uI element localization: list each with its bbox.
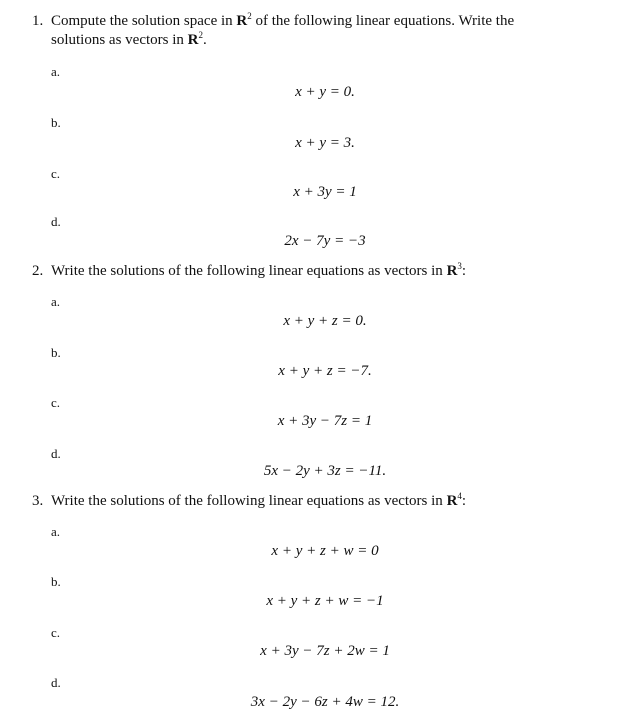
problem-2-statement	[32, 262, 592, 281]
problem-3-power: 4	[457, 491, 462, 501]
problem-1-space: R	[236, 13, 248, 29]
problem-2-part-a-label: a.	[51, 294, 61, 309]
problem-1-number: 1.	[32, 13, 44, 29]
problem-3-text-end: :	[461, 493, 467, 509]
problem-3-part-b-equation: x + y + z + w = −1	[266, 593, 384, 609]
problem-3-part-d-equation: 3x − 2y − 6z + 4w = 12.	[250, 694, 400, 710]
problem-2-part-d-equation: 5x − 2y + 3z = −11.	[263, 463, 387, 479]
problem-3-part-c-label: c.	[51, 625, 61, 640]
problem-2-part-c-label: c.	[51, 395, 61, 410]
problem-1-space2: R	[187, 32, 199, 48]
problem-1-text-line1: Compute the solution space in	[51, 13, 237, 29]
problem-1-part-d-label: d.	[51, 214, 61, 229]
problem-1-power: 2	[247, 11, 252, 21]
problem-1-statement	[32, 12, 592, 50]
problem-1-part-d-equation: 2x − 7y = −3	[284, 233, 366, 249]
problem-3-text: Write the solutions of the following linear equations as vectors in	[51, 493, 447, 509]
problem-2-number: 2.	[32, 263, 44, 279]
problem-1-part-b-equation: x + y = 3.	[295, 135, 355, 151]
problem-3-space: R	[446, 493, 458, 509]
problem-1-text-line1-end: of the following linear equations. Write the	[251, 13, 515, 29]
problem-1-part-c-equation: x + 3y = 1	[293, 184, 357, 200]
problem-1-text-line2-end: .	[203, 32, 207, 48]
problem-3-part-a-equation: x + y + z + w = 0	[271, 543, 379, 559]
problem-2-part-d-label: d.	[51, 446, 61, 461]
problem-1-power2: 2	[198, 30, 203, 40]
problem-1-part-a-equation: x + y = 0.	[295, 84, 355, 100]
problem-1-text-line2: solutions as vectors in	[51, 32, 188, 48]
problem-1-part-c-label: c.	[51, 166, 61, 181]
problem-3-statement	[32, 492, 592, 511]
problem-2-part-b-equation: x + y + z = −7.	[278, 363, 372, 379]
problem-3-number: 3.	[32, 493, 44, 509]
problem-1-part-a-label: a.	[51, 64, 61, 79]
problem-2-text-end: :	[461, 263, 467, 279]
problem-2-part-a-equation: x + y + z = 0.	[283, 313, 367, 329]
problem-3-part-c-equation: x + 3y − 7z + 2w = 1	[260, 643, 390, 659]
problem-2-part-c-equation: x + 3y − 7z = 1	[277, 413, 373, 429]
problem-2-space: R	[446, 263, 458, 279]
problem-3-part-a-label: a.	[51, 524, 61, 539]
problem-2-text: Write the solutions of the following linear equations as vectors in	[51, 263, 447, 279]
problem-1-part-b-label: b.	[51, 115, 61, 130]
problem-2-part-b-label: b.	[51, 345, 61, 360]
problem-2-power: 3	[457, 261, 462, 271]
problem-3-part-b-label: b.	[51, 574, 61, 589]
problem-3-part-d-label: d.	[51, 675, 61, 690]
